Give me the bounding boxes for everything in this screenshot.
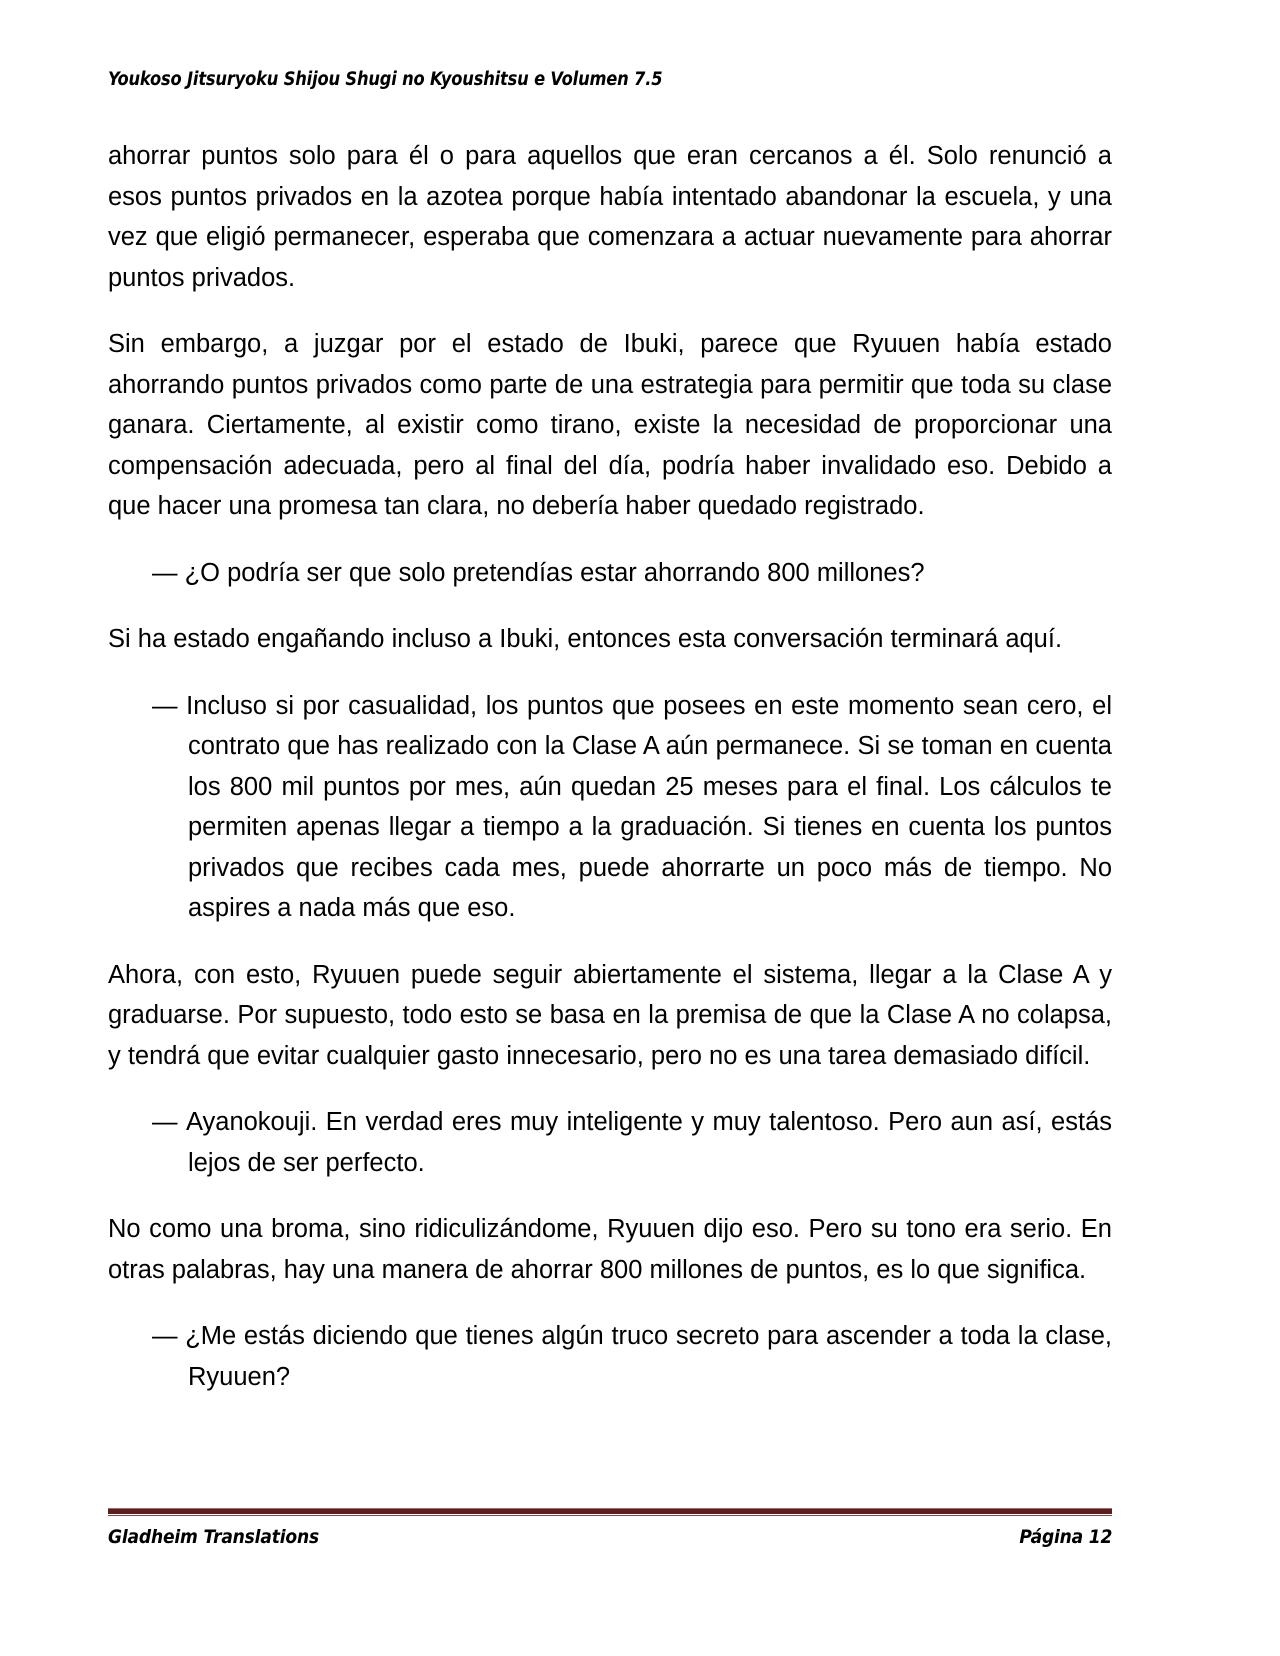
page-footer: [108, 1524, 1112, 1550]
footer-page-number: Página 12: [1019, 1526, 1112, 1548]
em-dash: —: [152, 1108, 178, 1136]
page-header: [108, 68, 1112, 98]
footer-divider: [108, 1508, 1112, 1516]
document-body: [108, 136, 1112, 1423]
footer-divider-bottom-line: [108, 1515, 1112, 1516]
dialogue-line: [108, 1102, 1112, 1183]
dialogue-line: [108, 1316, 1112, 1397]
em-dash: —: [152, 558, 178, 587]
footer-divider-bar: [108, 1509, 1112, 1514]
em-dash: —: [152, 691, 178, 720]
footer-translator-credit: Gladheim Translations: [108, 1526, 319, 1548]
dialogue-text: ¿Me estás diciendo que tienes algún truco secreto para ascender a toda la clase, Ryuuen?: [185, 1322, 1112, 1391]
dialogue-line: [108, 686, 1112, 929]
header-title: Youkoso Jitsuryoku Shijou Shugi no Kyoushitsu e Volumen 7.5: [108, 69, 663, 90]
dialogue-text: Ayanokouji. En verdad eres muy inteligente y muy talentoso. Pero aun así, estás lejos de ser perfecto.: [185, 1108, 1112, 1177]
dialogue-line: [108, 553, 1112, 594]
dialogue-text: ¿O podría ser que solo pretendías estar ahorrando 800 millones?: [184, 558, 925, 587]
body-paragraph: Sin embargo, a juzgar por el estado de Ibuki, parece que Ryuuen había estado ahorrando puntos privados como parte de una estrategia para permitir que toda su clase ganara. Ciertamente, al existir como tirano, existe la necesidad de proporcionar una compensación adecuada, pero al final del día, podría haber invalidado eso. Debido a que hacer una promesa tan clara, no debería haber quedado registrado.: [108, 330, 1112, 520]
body-paragraph: Si ha estado engañando incluso a Ibuki, entonces esta conversación terminará aquí.: [108, 625, 1063, 653]
body-paragraph: No como una broma, sino ridiculizándome, Ryuuen dijo eso. Pero su tono era serio. En otras palabras, hay una manera de ahorrar 800 millones de puntos, es lo que significa.: [108, 1215, 1112, 1284]
em-dash: —: [152, 1322, 178, 1350]
body-paragraph: Ahora, con esto, Ryuuen puede seguir abiertamente el sistema, llegar a la Clase A y graduarse. Por supuesto, todo esto se basa en la premisa de que la Clase A no colapsa, y tendrá que evitar cualquier gasto innecesario, pero no es una tarea demasiado difícil.: [108, 960, 1112, 1070]
body-paragraph: ahorrar puntos solo para él o para aquellos que eran cercanos a él. Solo renunció a esos puntos privados en la azotea porque había intentado abandonar la escuela, y una vez que eligió permanecer, esperaba que comenzara a actuar nuevamente para ahorrar puntos privados.: [108, 142, 1112, 292]
dialogue-text: Incluso si por casualidad, los puntos que posees en este momento sean cero, el contrato que has realizado con la Clase A aún permanece. Si se toman en cuenta los 800 mil puntos por mes, aún quedan 25 meses para el final. Los cálculos te permiten apenas llegar a tiempo a la graduación. Si tienes en cuenta los puntos privados que recibes cada mes, puede ahorrarte un poco más de tiempo. No aspires a nada más que eso.: [186, 691, 1112, 922]
